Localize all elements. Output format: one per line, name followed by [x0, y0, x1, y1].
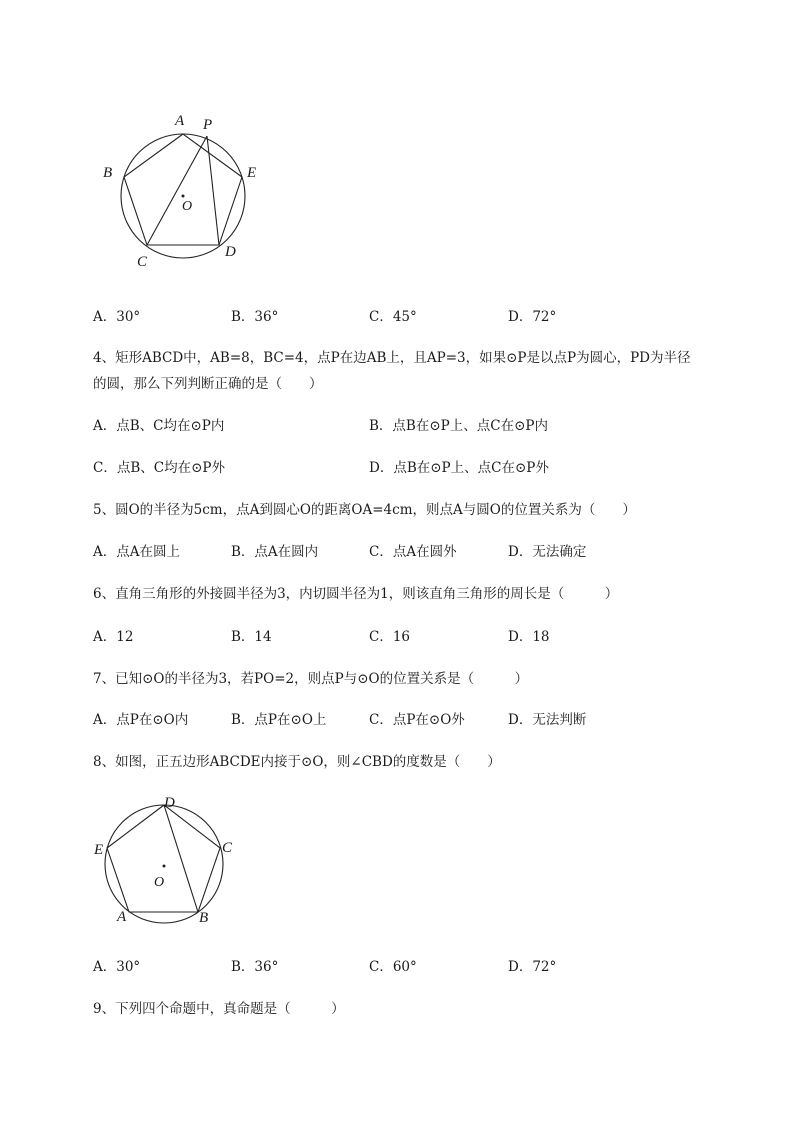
label-b: B — [103, 165, 113, 181]
q5-option-b: B．点A在圆内 — [231, 544, 319, 560]
q4-option-b: B．点B在⊙P上、点C在⊙P内 — [369, 418, 548, 434]
q7-option-c: C．点P在⊙O外 — [369, 712, 465, 728]
q5-option-a: A．点A在圆上 — [93, 544, 180, 560]
label-d: D — [164, 795, 175, 811]
q5-text: 5、圆O的半径为5cm，点A到圆心O的距离OA=4cm，则点A与圆O的位置关系为（ ） — [93, 502, 636, 518]
q6-text: 6、直角三角形的外接圆半径为3，内切圆半径为1，则该直角三角形的周长是（ ） — [93, 586, 619, 602]
q7-option-a: A．点P在⊙O内 — [93, 712, 189, 728]
q3-option-a: A．30° — [93, 309, 141, 325]
q3-option-d: D．72° — [508, 309, 557, 325]
label-e: E — [94, 842, 104, 858]
label-c: C — [137, 254, 148, 270]
center-dot — [163, 865, 166, 868]
q8-option-c: C．60° — [369, 959, 417, 975]
q6-option-d: D．18 — [508, 629, 550, 645]
q9-text: 9、下列四个命题中，真命题是（ ） — [93, 1001, 345, 1017]
pentagon-abcde — [124, 134, 242, 245]
q4-option-c: C．点B、C均在⊙P外 — [93, 460, 225, 476]
segment-pd — [207, 136, 219, 245]
segment-bd — [164, 805, 198, 912]
q7-option-b: B．点P在⊙O上 — [231, 712, 327, 728]
q3-option-b: B．36° — [231, 309, 279, 325]
label-o: O — [182, 199, 193, 214]
q4-text-line1: 4、矩形ABCD中，AB=8，BC=4，点P在边AB上，且AP=3，如果⊙P是以点P为圆心，PD为半径 — [93, 350, 691, 366]
q8-option-b: B．36° — [231, 959, 279, 975]
figure-2-pentagon-circle — [90, 790, 240, 930]
label-a: A — [175, 113, 185, 129]
q5-option-d: D．无法确定 — [508, 544, 587, 560]
segment-pc — [147, 136, 207, 245]
figure-1-pentagon-circle — [95, 105, 270, 275]
label-e: E — [247, 165, 257, 181]
label-b: B — [199, 910, 209, 926]
q6-option-b: B．14 — [231, 629, 272, 645]
q6-option-c: C．16 — [369, 629, 411, 645]
center-dot — [182, 195, 185, 198]
q8-text: 8、如图，正五边形ABCDE内接于⊙O，则∠CBD的度数是（ ） — [93, 754, 501, 770]
circle-o — [105, 805, 223, 923]
q5-option-c: C．点A在圆外 — [369, 544, 457, 560]
q4-option-d: D．点B在⊙P上、点C在⊙P外 — [369, 460, 549, 476]
label-a: A — [117, 909, 127, 925]
label-p: P — [203, 117, 213, 133]
q4-option-a: A．点B、C均在⊙P内 — [93, 418, 225, 434]
q8-option-d: D．72° — [508, 959, 557, 975]
q3-option-c: C．45° — [369, 309, 417, 325]
q8-option-a: A．30° — [93, 959, 141, 975]
q7-option-d: D．无法判断 — [508, 712, 587, 728]
label-d: D — [225, 244, 236, 260]
q6-option-a: A．12 — [93, 629, 134, 645]
q7-text: 7、已知⊙O的半径为3，若PO=2，则点P与⊙O的位置关系是（ ） — [93, 671, 529, 687]
label-o: O — [154, 875, 165, 890]
label-c: C — [222, 840, 233, 856]
q4-text-line2: 的圆，那么下列判断正确的是（ ） — [93, 376, 323, 392]
